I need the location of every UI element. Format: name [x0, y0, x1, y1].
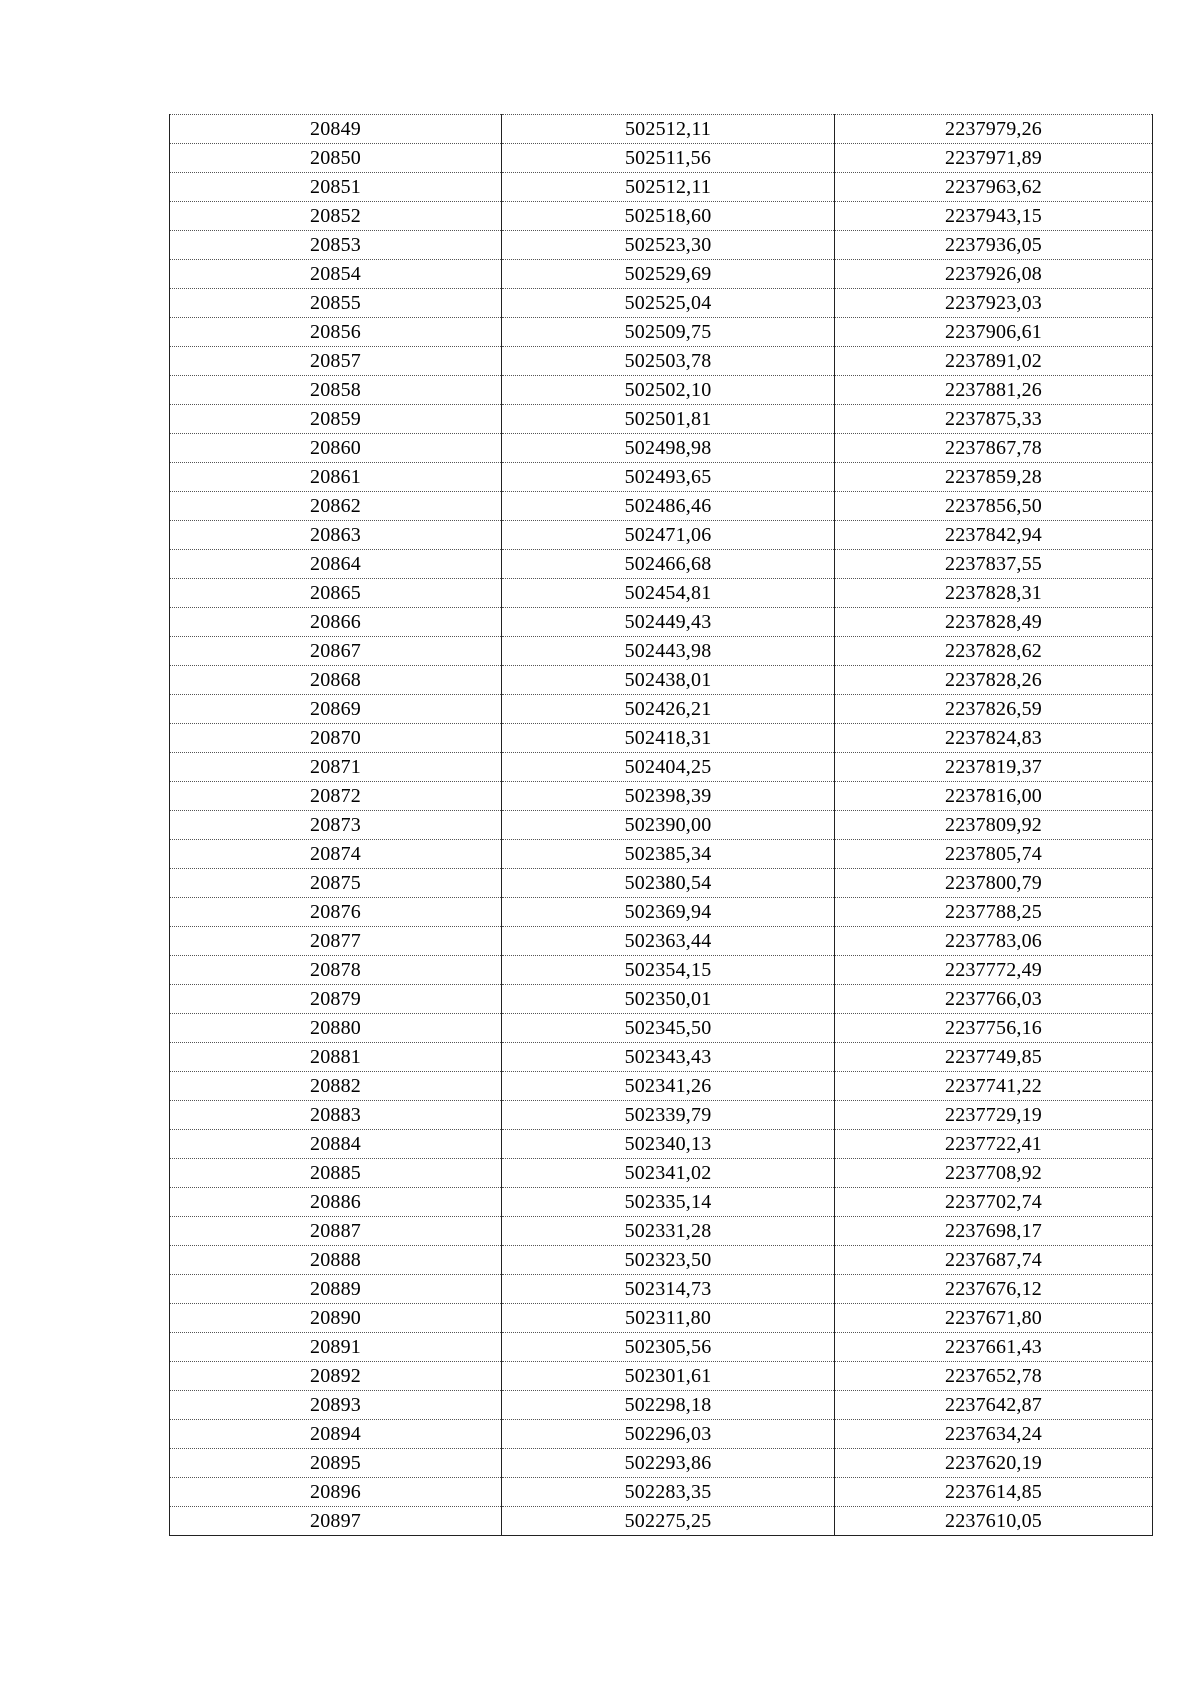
x-coordinate-cell: 502335,14	[502, 1188, 835, 1217]
point-number-cell: 20888	[170, 1246, 502, 1275]
x-coordinate-cell: 502443,98	[502, 637, 835, 666]
x-coordinate-cell: 502525,04	[502, 289, 835, 318]
y-coordinate-cell: 2237824,83	[835, 724, 1153, 753]
table-row	[170, 1217, 1153, 1246]
x-coordinate-cell: 502511,56	[502, 144, 835, 173]
point-number-cell: 20873	[170, 811, 502, 840]
table-row	[170, 1304, 1153, 1333]
y-coordinate-cell: 2237828,62	[835, 637, 1153, 666]
point-number-cell: 20858	[170, 376, 502, 405]
x-coordinate-cell: 502493,65	[502, 463, 835, 492]
table-row	[170, 579, 1153, 608]
point-number-cell: 20861	[170, 463, 502, 492]
y-coordinate-cell: 2237923,03	[835, 289, 1153, 318]
table-row	[170, 1391, 1153, 1420]
x-coordinate-cell: 502512,11	[502, 115, 835, 144]
table-row	[170, 260, 1153, 289]
table-row	[170, 405, 1153, 434]
point-number-cell: 20855	[170, 289, 502, 318]
point-number-cell: 20886	[170, 1188, 502, 1217]
table-row	[170, 1478, 1153, 1507]
point-number-cell: 20867	[170, 637, 502, 666]
x-coordinate-cell: 502293,86	[502, 1449, 835, 1478]
x-coordinate-cell: 502523,30	[502, 231, 835, 260]
x-coordinate-cell: 502380,54	[502, 869, 835, 898]
point-number-cell: 20857	[170, 347, 502, 376]
point-number-cell: 20859	[170, 405, 502, 434]
point-number-cell: 20871	[170, 753, 502, 782]
y-coordinate-cell: 2237620,19	[835, 1449, 1153, 1478]
point-number-cell: 20879	[170, 985, 502, 1014]
table-row	[170, 1333, 1153, 1362]
y-coordinate-cell: 2237936,05	[835, 231, 1153, 260]
table-row	[170, 666, 1153, 695]
x-coordinate-cell: 502314,73	[502, 1275, 835, 1304]
y-coordinate-cell: 2237867,78	[835, 434, 1153, 463]
y-coordinate-cell: 2237756,16	[835, 1014, 1153, 1043]
y-coordinate-cell: 2237800,79	[835, 869, 1153, 898]
x-coordinate-cell: 502486,46	[502, 492, 835, 521]
y-coordinate-cell: 2237805,74	[835, 840, 1153, 869]
x-coordinate-cell: 502503,78	[502, 347, 835, 376]
x-coordinate-cell: 502512,11	[502, 173, 835, 202]
x-coordinate-cell: 502343,43	[502, 1043, 835, 1072]
table-row	[170, 985, 1153, 1014]
point-number-cell: 20887	[170, 1217, 502, 1246]
x-coordinate-cell: 502339,79	[502, 1101, 835, 1130]
y-coordinate-cell: 2237788,25	[835, 898, 1153, 927]
table-row	[170, 898, 1153, 927]
y-coordinate-cell: 2237837,55	[835, 550, 1153, 579]
table-row	[170, 1188, 1153, 1217]
y-coordinate-cell: 2237809,92	[835, 811, 1153, 840]
point-number-cell: 20872	[170, 782, 502, 811]
y-coordinate-cell: 2237875,33	[835, 405, 1153, 434]
table-row	[170, 608, 1153, 637]
table-row	[170, 202, 1153, 231]
x-coordinate-cell: 502363,44	[502, 927, 835, 956]
point-number-cell: 20860	[170, 434, 502, 463]
point-number-cell: 20891	[170, 1333, 502, 1362]
table-row	[170, 1072, 1153, 1101]
point-number-cell: 20850	[170, 144, 502, 173]
x-coordinate-cell: 502509,75	[502, 318, 835, 347]
x-coordinate-cell: 502323,50	[502, 1246, 835, 1275]
y-coordinate-cell: 2237772,49	[835, 956, 1153, 985]
y-coordinate-cell: 2237634,24	[835, 1420, 1153, 1449]
x-coordinate-cell: 502466,68	[502, 550, 835, 579]
y-coordinate-cell: 2237906,61	[835, 318, 1153, 347]
x-coordinate-cell: 502298,18	[502, 1391, 835, 1420]
y-coordinate-cell: 2237842,94	[835, 521, 1153, 550]
point-number-cell: 20864	[170, 550, 502, 579]
y-coordinate-cell: 2237856,50	[835, 492, 1153, 521]
point-number-cell: 20880	[170, 1014, 502, 1043]
x-coordinate-cell: 502296,03	[502, 1420, 835, 1449]
x-coordinate-cell: 502501,81	[502, 405, 835, 434]
x-coordinate-cell: 502426,21	[502, 695, 835, 724]
x-coordinate-cell: 502385,34	[502, 840, 835, 869]
point-number-cell: 20865	[170, 579, 502, 608]
x-coordinate-cell: 502354,15	[502, 956, 835, 985]
x-coordinate-cell: 502529,69	[502, 260, 835, 289]
y-coordinate-cell: 2237652,78	[835, 1362, 1153, 1391]
x-coordinate-cell: 502340,13	[502, 1130, 835, 1159]
x-coordinate-cell: 502369,94	[502, 898, 835, 927]
table-row	[170, 115, 1153, 144]
y-coordinate-cell: 2237783,06	[835, 927, 1153, 956]
x-coordinate-cell: 502404,25	[502, 753, 835, 782]
point-number-cell: 20874	[170, 840, 502, 869]
table-row	[170, 231, 1153, 260]
table-row	[170, 173, 1153, 202]
y-coordinate-cell: 2237828,49	[835, 608, 1153, 637]
point-number-cell: 20892	[170, 1362, 502, 1391]
point-number-cell: 20849	[170, 115, 502, 144]
x-coordinate-cell: 502311,80	[502, 1304, 835, 1333]
y-coordinate-cell: 2237891,02	[835, 347, 1153, 376]
point-number-cell: 20875	[170, 869, 502, 898]
table-row	[170, 318, 1153, 347]
x-coordinate-cell: 502350,01	[502, 985, 835, 1014]
table-row	[170, 550, 1153, 579]
point-number-cell: 20890	[170, 1304, 502, 1333]
point-number-cell: 20884	[170, 1130, 502, 1159]
table-row	[170, 144, 1153, 173]
point-number-cell: 20876	[170, 898, 502, 927]
x-coordinate-cell: 502331,28	[502, 1217, 835, 1246]
x-coordinate-cell: 502275,25	[502, 1507, 835, 1536]
point-number-cell: 20863	[170, 521, 502, 550]
y-coordinate-cell: 2237698,17	[835, 1217, 1153, 1246]
point-number-cell: 20870	[170, 724, 502, 753]
y-coordinate-cell: 2237826,59	[835, 695, 1153, 724]
point-number-cell: 20882	[170, 1072, 502, 1101]
x-coordinate-cell: 502438,01	[502, 666, 835, 695]
y-coordinate-cell: 2237687,74	[835, 1246, 1153, 1275]
y-coordinate-cell: 2237819,37	[835, 753, 1153, 782]
point-number-cell: 20868	[170, 666, 502, 695]
table-row	[170, 347, 1153, 376]
table-row	[170, 782, 1153, 811]
x-coordinate-cell: 502498,98	[502, 434, 835, 463]
point-number-cell: 20883	[170, 1101, 502, 1130]
table-row	[170, 927, 1153, 956]
table-row	[170, 1159, 1153, 1188]
y-coordinate-cell: 2237766,03	[835, 985, 1153, 1014]
table-row	[170, 492, 1153, 521]
point-number-cell: 20881	[170, 1043, 502, 1072]
point-number-cell: 20895	[170, 1449, 502, 1478]
table-row	[170, 1420, 1153, 1449]
point-number-cell: 20869	[170, 695, 502, 724]
y-coordinate-cell: 2237881,26	[835, 376, 1153, 405]
point-number-cell: 20851	[170, 173, 502, 202]
table-row	[170, 1130, 1153, 1159]
x-coordinate-cell: 502283,35	[502, 1478, 835, 1507]
table-row	[170, 1275, 1153, 1304]
table-row	[170, 463, 1153, 492]
y-coordinate-cell: 2237702,74	[835, 1188, 1153, 1217]
x-coordinate-cell: 502471,06	[502, 521, 835, 550]
point-number-cell: 20885	[170, 1159, 502, 1188]
y-coordinate-cell: 2237722,41	[835, 1130, 1153, 1159]
table-row	[170, 695, 1153, 724]
x-coordinate-cell: 502345,50	[502, 1014, 835, 1043]
table-row	[170, 1507, 1153, 1536]
point-number-cell: 20866	[170, 608, 502, 637]
x-coordinate-cell: 502390,00	[502, 811, 835, 840]
table-row	[170, 956, 1153, 985]
point-number-cell: 20862	[170, 492, 502, 521]
x-coordinate-cell: 502518,60	[502, 202, 835, 231]
point-number-cell: 20854	[170, 260, 502, 289]
x-coordinate-cell: 502341,02	[502, 1159, 835, 1188]
y-coordinate-cell: 2237828,31	[835, 579, 1153, 608]
table-row	[170, 1449, 1153, 1478]
table-row	[170, 1043, 1153, 1072]
point-number-cell: 20856	[170, 318, 502, 347]
table-row	[170, 1014, 1153, 1043]
x-coordinate-cell: 502398,39	[502, 782, 835, 811]
y-coordinate-cell: 2237828,26	[835, 666, 1153, 695]
y-coordinate-cell: 2237741,22	[835, 1072, 1153, 1101]
table-row	[170, 376, 1153, 405]
point-number-cell: 20889	[170, 1275, 502, 1304]
table-row	[170, 869, 1153, 898]
y-coordinate-cell: 2237676,12	[835, 1275, 1153, 1304]
point-number-cell: 20877	[170, 927, 502, 956]
y-coordinate-cell: 2237926,08	[835, 260, 1153, 289]
table-row	[170, 1246, 1153, 1275]
point-number-cell: 20897	[170, 1507, 502, 1536]
x-coordinate-cell: 502301,61	[502, 1362, 835, 1391]
y-coordinate-cell: 2237610,05	[835, 1507, 1153, 1536]
table-row	[170, 753, 1153, 782]
y-coordinate-cell: 2237671,80	[835, 1304, 1153, 1333]
table-row	[170, 289, 1153, 318]
y-coordinate-cell: 2237729,19	[835, 1101, 1153, 1130]
point-number-cell: 20878	[170, 956, 502, 985]
point-number-cell: 20894	[170, 1420, 502, 1449]
table-row	[170, 1362, 1153, 1391]
y-coordinate-cell: 2237943,15	[835, 202, 1153, 231]
point-number-cell: 20852	[170, 202, 502, 231]
x-coordinate-cell: 502502,10	[502, 376, 835, 405]
point-number-cell: 20896	[170, 1478, 502, 1507]
table-row	[170, 1101, 1153, 1130]
y-coordinate-cell: 2237661,43	[835, 1333, 1153, 1362]
table-row	[170, 811, 1153, 840]
point-number-cell: 20853	[170, 231, 502, 260]
coordinates-table-body	[170, 115, 1153, 1536]
x-coordinate-cell: 502449,43	[502, 608, 835, 637]
x-coordinate-cell: 502305,56	[502, 1333, 835, 1362]
y-coordinate-cell: 2237971,89	[835, 144, 1153, 173]
y-coordinate-cell: 2237816,00	[835, 782, 1153, 811]
x-coordinate-cell: 502418,31	[502, 724, 835, 753]
y-coordinate-cell: 2237708,92	[835, 1159, 1153, 1188]
x-coordinate-cell: 502341,26	[502, 1072, 835, 1101]
y-coordinate-cell: 2237642,87	[835, 1391, 1153, 1420]
point-number-cell: 20893	[170, 1391, 502, 1420]
y-coordinate-cell: 2237859,28	[835, 463, 1153, 492]
x-coordinate-cell: 502454,81	[502, 579, 835, 608]
y-coordinate-cell: 2237614,85	[835, 1478, 1153, 1507]
table-row	[170, 840, 1153, 869]
table-row	[170, 434, 1153, 463]
y-coordinate-cell: 2237979,26	[835, 115, 1153, 144]
y-coordinate-cell: 2237749,85	[835, 1043, 1153, 1072]
table-row	[170, 637, 1153, 666]
coordinates-table	[169, 114, 1153, 1536]
table-row	[170, 724, 1153, 753]
y-coordinate-cell: 2237963,62	[835, 173, 1153, 202]
table-row	[170, 521, 1153, 550]
